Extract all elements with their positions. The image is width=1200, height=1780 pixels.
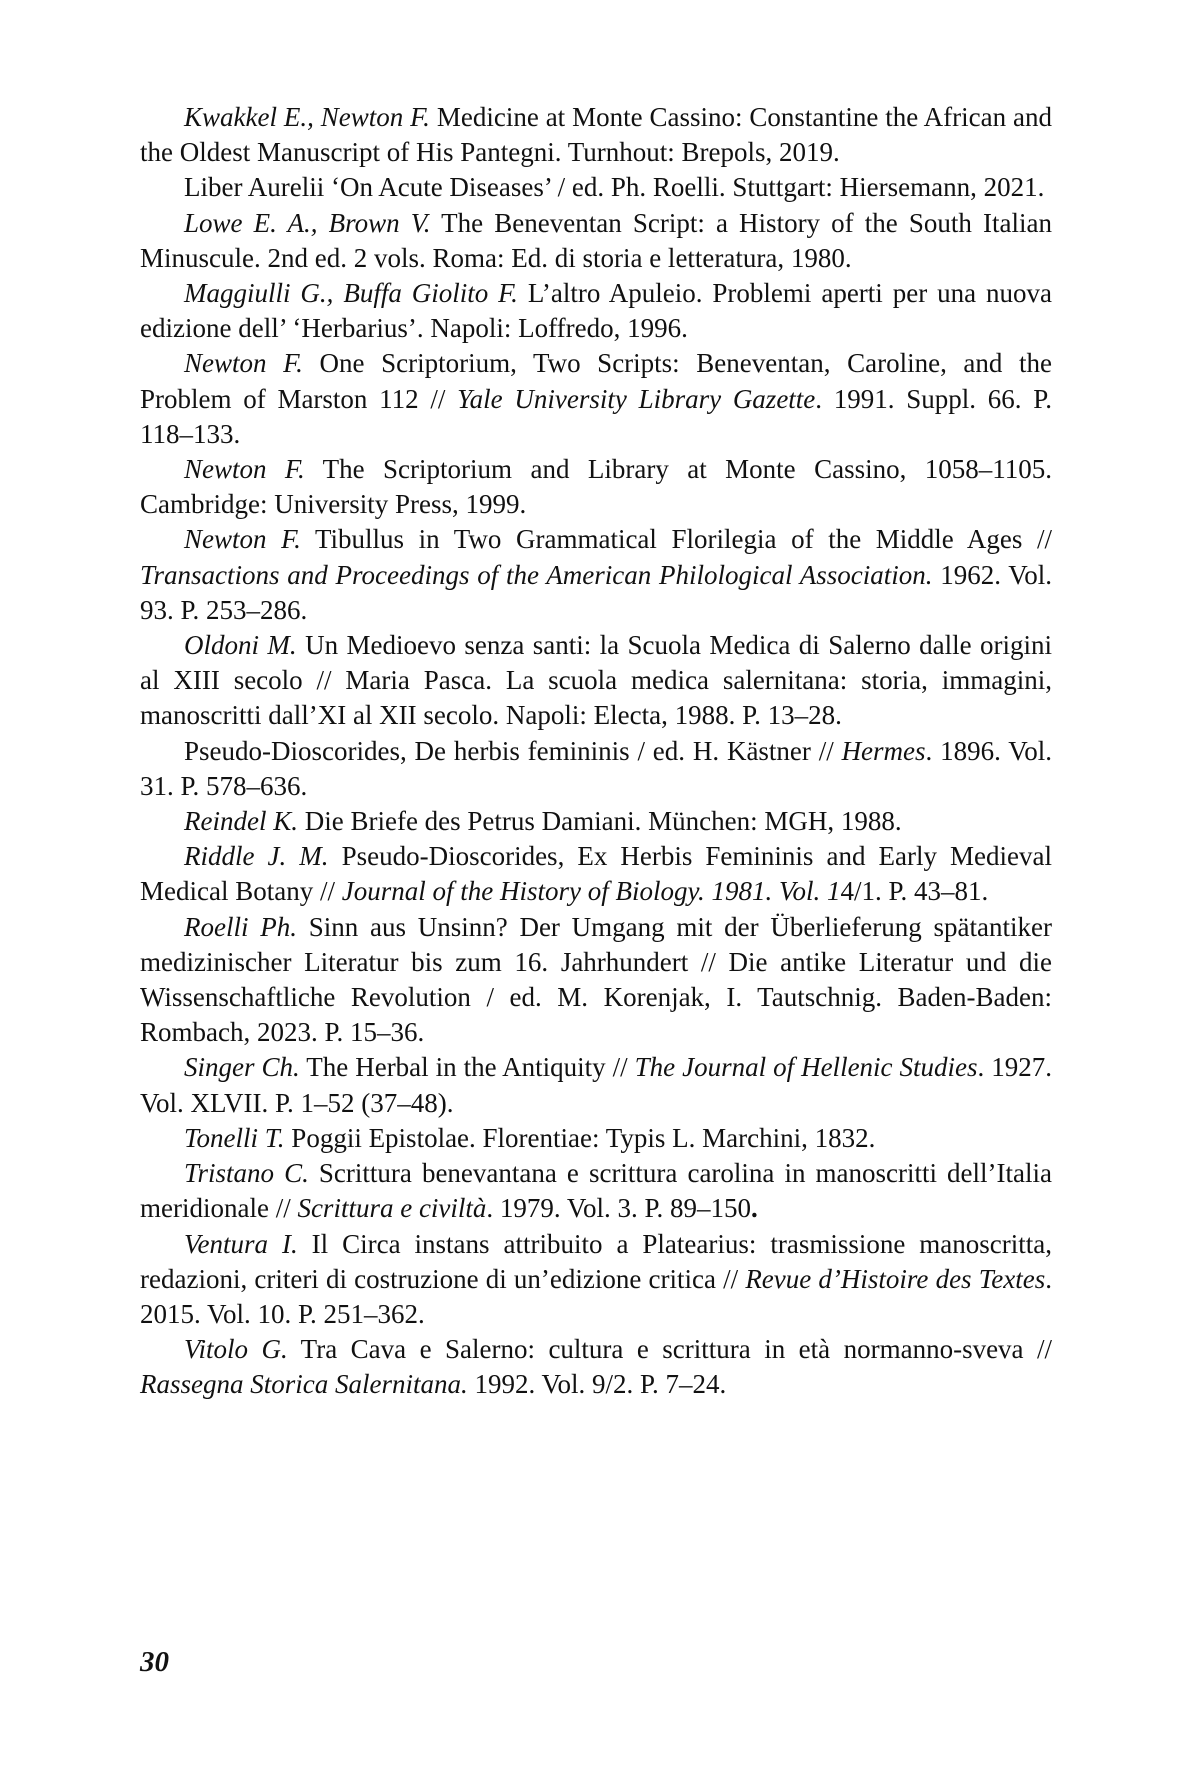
entry-italic-text: Rassegna Storica Salernitana. (140, 1369, 468, 1399)
entry-text: Un Medioevo senza santi: la Scuola Medica di Salerno dalle origini al XIII secolo // Maria Pasca. La scuola medica salernitana: storia, im­magini, manoscritti dall’XI al XII secolo. Napoli: Electa, 1988. P. 13–28. (140, 630, 1052, 730)
entry-text: 4/1. P. 43–81. (840, 876, 988, 906)
entry-text: The Beneventan Script: a History of the South Italian Minuscule. 2nd ed. 2 vols. Roma: Ed. di storia e letteratura, 1980. (140, 208, 1052, 273)
entry-italic-text: Singer Ch. (184, 1052, 300, 1082)
bibliography-entry (140, 100, 1052, 170)
entry-text: . (751, 1193, 758, 1223)
bibliography-entry (140, 839, 1052, 909)
entry-text: Tra Cava e Salerno: cultura e scrittura in età normanno-sveva // (288, 1334, 1052, 1364)
entry-text: Poggii Epistolae. Florentiae: Typis L. Marchini, 1832. (285, 1123, 876, 1153)
bibliography-entry (140, 452, 1052, 522)
bibliography-entry (140, 628, 1052, 734)
entry-italic-text: Scrittura e civiltà (297, 1193, 486, 1223)
bibliography-entry (140, 734, 1052, 804)
entry-text: Medicine at Monte Cassino: Constantine the Afri­can and the Oldest Manuscript of His Pantegni. Turnhout: Brepols, 2019. (140, 102, 1052, 167)
page-number: 30 (140, 1646, 169, 1679)
bibliography-entry (140, 1156, 1052, 1226)
entry-italic-text: Ventura I. (184, 1229, 298, 1259)
bibliography (140, 100, 1052, 1403)
entry-italic-text: Vitolo G. (184, 1334, 288, 1364)
entry-italic-text: Lowe E. A., Brown V. (184, 208, 431, 238)
entry-text: One Scriptorium, Two Scripts: Beneventan, Caroline, and the Problem of Marston 112 // (140, 348, 1052, 413)
entry-italic-text: Newton F. (184, 348, 303, 378)
entry-italic-text: Reindel K. (184, 806, 298, 836)
entry-text: Il Circa instans attribuito a Platearius: trasmissione manoscritta, redazioni, criteri di costruzione di un’edizione critica // (140, 1229, 1052, 1294)
entry-italic-text: Oldoni M. (184, 630, 297, 660)
entry-text: 1992. Vol. 9/2. P. 7–24. (468, 1369, 727, 1399)
entry-italic-text: Revue d’Histoire des Textes (745, 1264, 1045, 1294)
entry-text: The Scriptorium and Library at Monte Cassino, 1058–1105. Cambridge: University Press, 1999. (140, 454, 1052, 519)
entry-text: 1962. Vol. 93. P. 253–286. (140, 560, 1052, 625)
entry-italic-text: The Journal of Hellenic Studies (635, 1052, 978, 1082)
entry-text: . 1991. Suppl. 66. P. 118–133. (140, 384, 1052, 449)
entry-text: . 2015. Vol. 10. P. 251–362. (140, 1264, 1052, 1329)
entry-italic-text: Newton F. (184, 454, 305, 484)
entry-italic-text: Transactions and Proceedings of the American Philological Association. (140, 560, 932, 590)
entry-italic-text: Yale University Library Gazette (457, 384, 815, 414)
bibliography-entry (140, 522, 1052, 628)
entry-italic-text: Hermes (842, 736, 926, 766)
entry-text: L’altro Apuleio. Problemi aperti per una nuo­va edizione dell’ ‘Herbarius’. Napoli: Loffredo, 1996. (140, 278, 1052, 343)
bibliography-entry (140, 170, 1052, 205)
bibliography-entry (140, 1332, 1052, 1402)
entry-italic-text: Tonelli T. (184, 1123, 285, 1153)
entry-italic-text: Newton F. (184, 524, 301, 554)
bibliography-entry (140, 206, 1052, 276)
entry-text: Die Briefe des Petrus Damiani. München: MGH, 1988. (298, 806, 902, 836)
entry-italic-text: Kwakkel E., Newton F. (184, 102, 430, 132)
entry-text: . 1927. Vol. XLVII. P. 1–52 (37–48). (140, 1052, 1052, 1117)
entry-italic-text: Maggiulli G., Buffa Giolito F. (184, 278, 518, 308)
entry-italic-text: Tristano C. (184, 1158, 309, 1188)
bibliography-entry (140, 346, 1052, 452)
entry-text: . 1979. Vol. 3. P. 89–150 (486, 1193, 751, 1223)
entry-italic-text: Journal of the History of Biology. 1981. Vol. 1 (342, 876, 841, 906)
entry-text: Liber Aurelii ‘On Acute Diseases’ / ed. Ph. Roelli. Stuttgart: Hiersemann, 2021. (184, 172, 1044, 202)
entry-text: The Herbal in the Antiquity // (300, 1052, 635, 1082)
entry-text: Pseudo-Dioscorides, De herbis femininis / ed. H. Kästner // (184, 736, 842, 766)
bibliography-entry (140, 804, 1052, 839)
entry-text: . 1896. Vol. 31. P. 578–636. (140, 736, 1052, 801)
bibliography-entry (140, 276, 1052, 346)
entry-text: Sinn aus Unsinn? Der Umgang mit der Überlieferung spätan­tiker medizinischer Literatur bis zum 16. Jahrhundert // Die antike Literatur und die Wissenschaftliche Revolution / ed. M. Korenjak, I. Tautschnig. Baden-Baden: Rombach, 2023. P. 15–36. (140, 912, 1052, 1048)
bibliography-entry (140, 1050, 1052, 1120)
entry-italic-text: Riddle J. M. (184, 841, 329, 871)
entry-text: Tibullus in Two Grammatical Florilegia of the Middle Ages // (301, 524, 1052, 554)
entry-text: Scrittura benevantana e scrittura carolina in manoscritti dell’Ita­lia meridionale // (140, 1158, 1052, 1223)
bibliography-entry (140, 1227, 1052, 1333)
bibliography-entry (140, 910, 1052, 1051)
entry-text: Pseudo-Dioscorides, Ex Herbis Femininis and Early Medieval Medical Botany // (140, 841, 1052, 906)
entry-italic-text: Roelli Ph. (184, 912, 297, 942)
bibliography-entry (140, 1121, 1052, 1156)
